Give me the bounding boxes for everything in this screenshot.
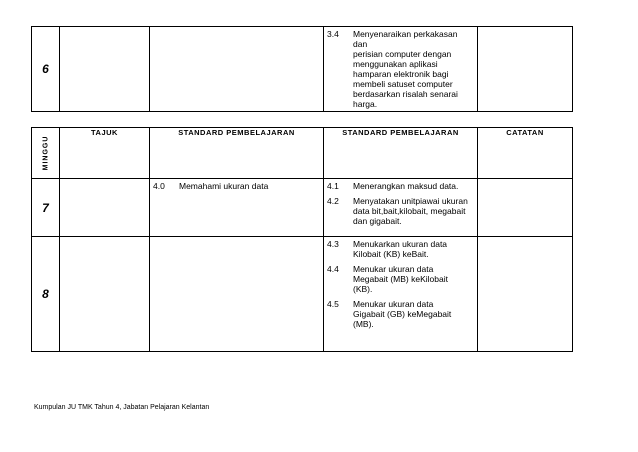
item-number: 4.0 — [153, 181, 165, 191]
header-minggu: MINGGU — [32, 128, 60, 179]
week-number-7: 7 — [32, 179, 60, 237]
header-standard-2: STANDARD PEMBELAJARAN — [324, 128, 478, 179]
week-number-6: 6 — [32, 27, 60, 112]
page-footer: Kumpulan JU TMK Tahun 4, Jabatan Pelajaran Kelantan — [34, 404, 210, 411]
table-row — [32, 179, 573, 237]
standard-items-cell — [324, 179, 478, 237]
standard-cell — [150, 237, 324, 352]
item-text: Menyenaraikan perkakasan dan perisian computer dengan menggunakan aplikasi hamparan elektronik bagi membeli satuset computer berdasarkan risalah senarai harga. — [353, 29, 458, 109]
standard-4-0-cell — [150, 179, 324, 237]
list-item: 4.5 Menukar ukuran data Gigabait (GB) keMegabait (MB). — [327, 299, 452, 329]
list-item: 4.4 Menukar ukuran data Megabait (MB) keKilobait (KB). — [327, 264, 448, 294]
item-text: Memahami ukuran data — [179, 181, 269, 191]
week-6-table — [31, 26, 573, 112]
lesson-plan-table — [31, 127, 573, 352]
standard-3-4-cell — [324, 27, 478, 112]
header-row — [32, 128, 573, 179]
standard-items-cell — [324, 237, 478, 352]
item-number: 3.4 — [327, 29, 339, 39]
header-standard-1: STANDARD PEMBELAJARAN — [150, 128, 324, 179]
catatan-cell — [478, 27, 573, 112]
tajuk-cell — [60, 237, 150, 352]
list-item: 4.2 Menyatakan unitpiawai ukuran data bit,bait,kilobait, megabait dan gigabait. — [327, 196, 468, 226]
week-number-8: 8 — [32, 237, 60, 352]
catatan-cell — [478, 237, 573, 352]
tajuk-cell — [60, 179, 150, 237]
tajuk-cell — [60, 27, 150, 112]
header-catatan: CATATAN — [478, 128, 573, 179]
catatan-cell — [478, 179, 573, 237]
list-item: 4.1 Menerangkan maksud data. — [327, 181, 459, 191]
standard-cell — [150, 27, 324, 112]
list-item: 4.3 Menukarkan ukuran data Kilobait (KB) keBait. — [327, 239, 448, 259]
header-tajuk: TAJUK — [60, 128, 150, 179]
table-row — [32, 237, 573, 352]
